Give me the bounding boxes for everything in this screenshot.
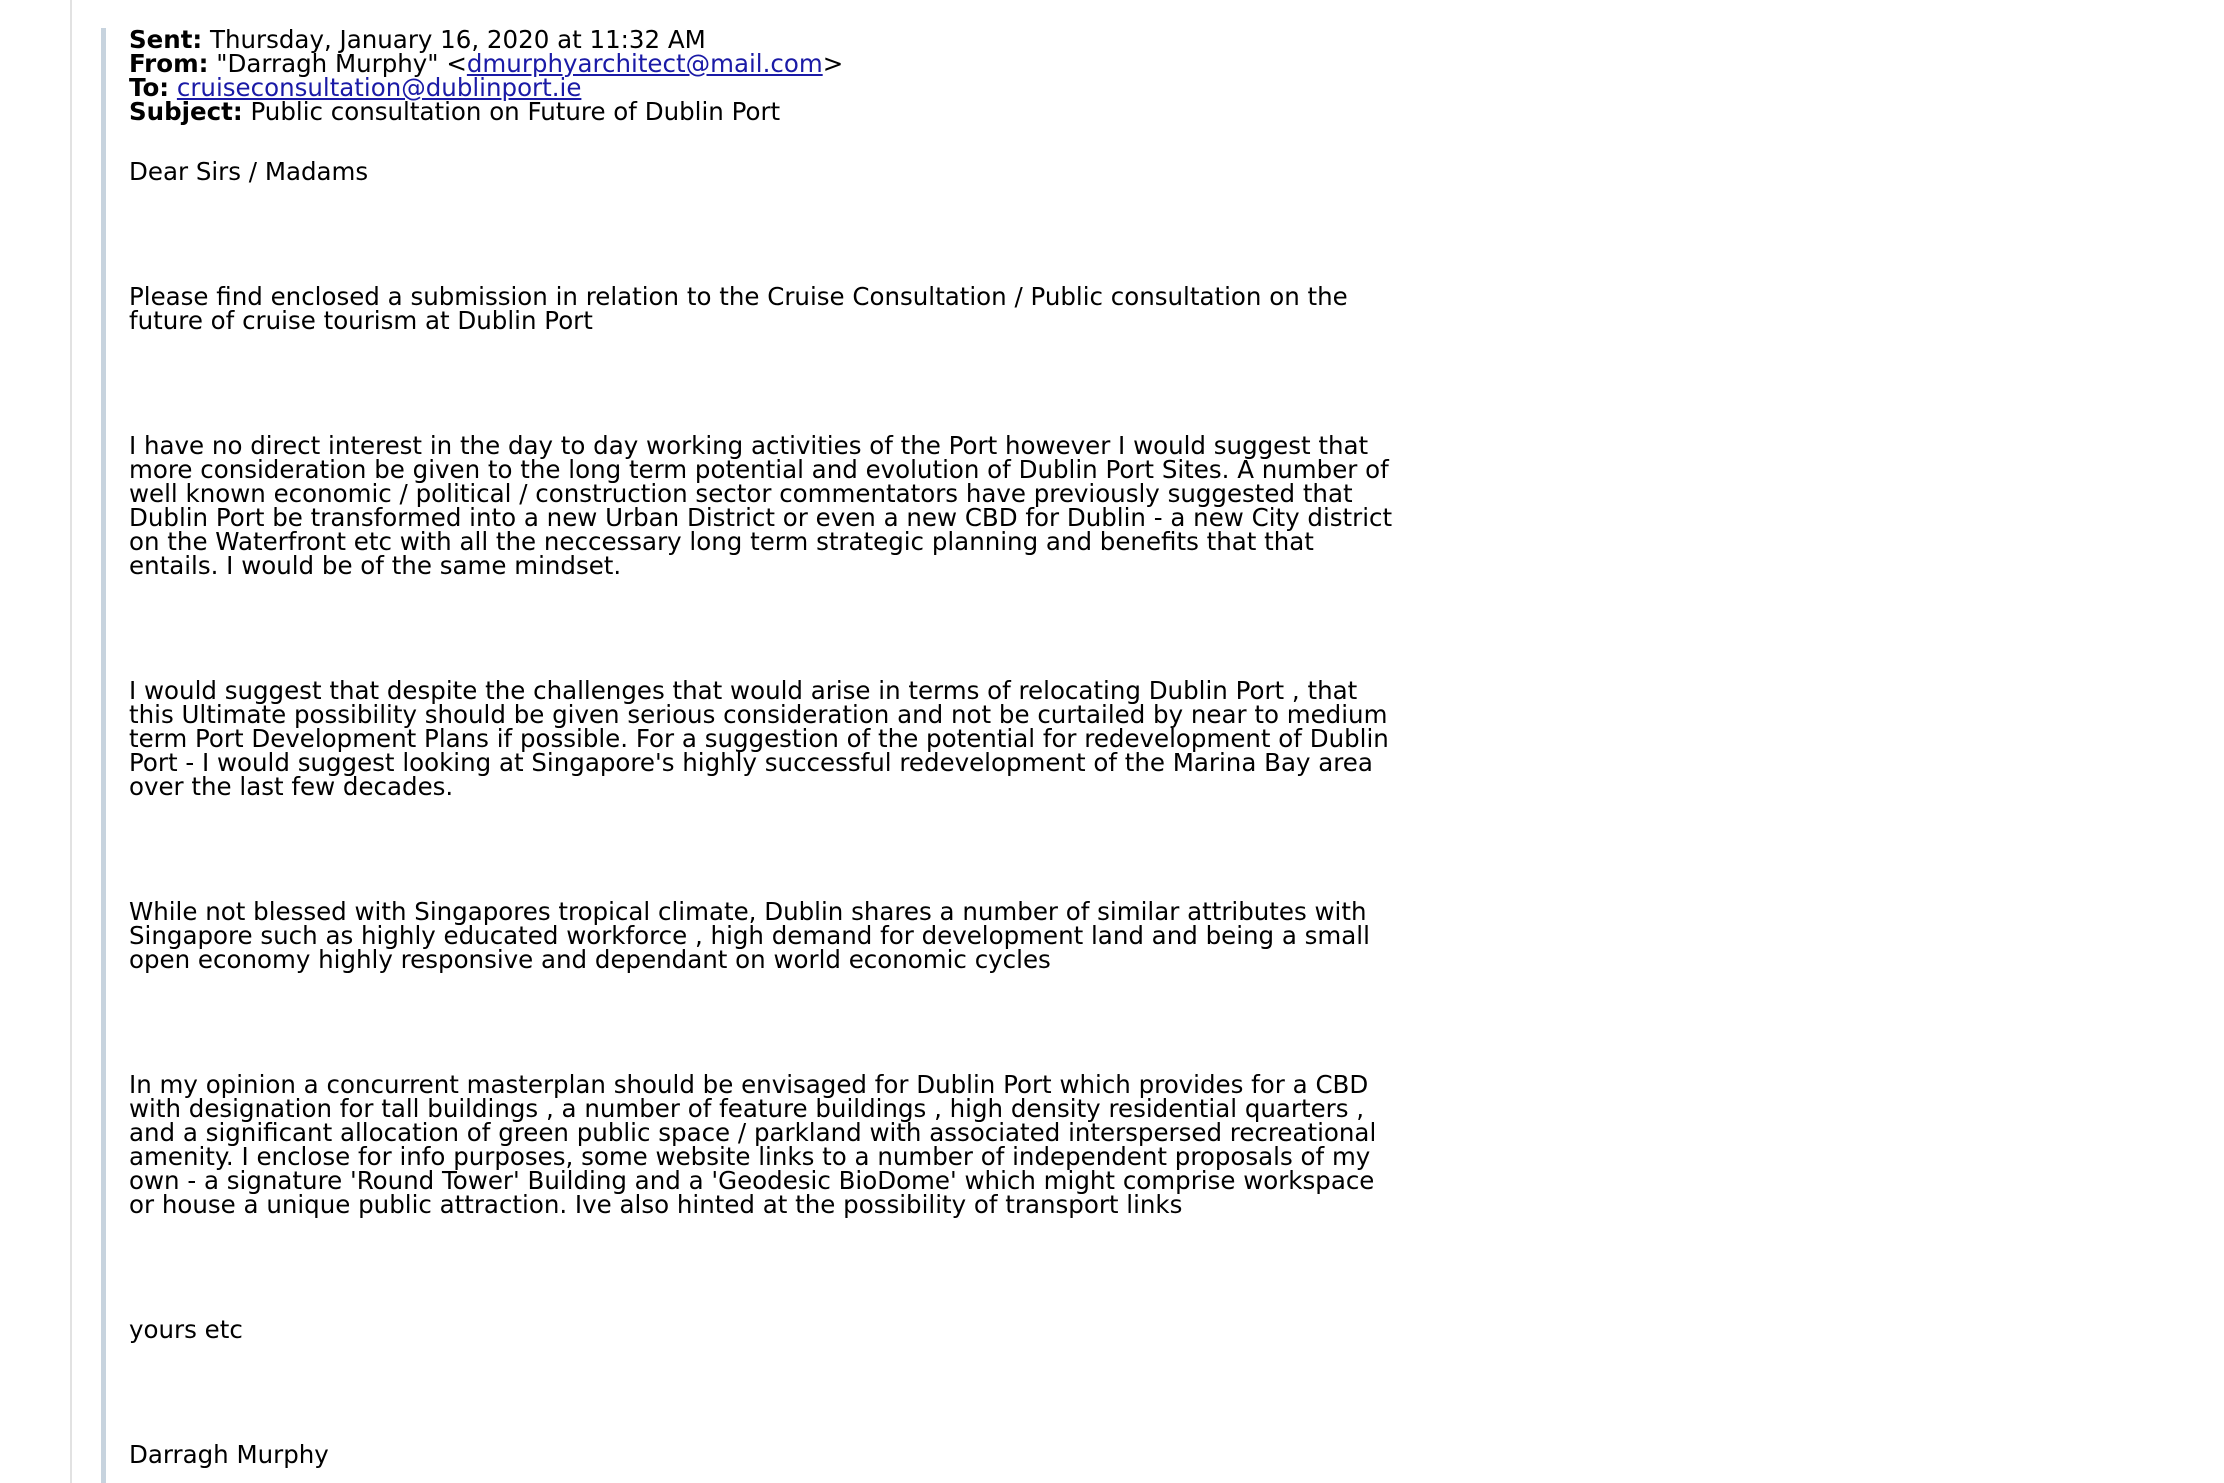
body-paragraph-3: I would suggest that despite the challenges that would arise in terms of relocating Dublin Port , that this Ultimate possibility should be given serious consideration and not be curtailed by near to medium term Port Development Plans if possible. For a suggestion of the potential for redevelopment of Dublin Port - I would suggest looking at Singapore's highly successful redevelopment of the Marina Bay area over the last few decades. [129, 676, 1389, 801]
to-email-link[interactable]: cruiseconsultation@dublinport.ie [176, 73, 582, 102]
from-suffix: > [822, 49, 844, 78]
subject-line [129, 97, 1529, 126]
sent-value: Thursday, January 16, 2020 at 11:32 AM [210, 25, 706, 54]
subject-value: Public consultation on Future of Dublin Port [250, 97, 781, 126]
body-paragraph-1: Please find enclosed a submission in relation to the Cruise Consultation / Public consultation on the future of cruise tourism at Dublin Port [129, 282, 1348, 335]
from-email-link[interactable]: dmurphyarchitect@mail.com [466, 49, 823, 78]
body-paragraph-2: I have no direct interest in the day to day working activities of the Port however I would suggest that more consideration be given to the long term potential and evolution of Dublin Port Sites. A number of well known economic / political / construction sector commentators have previously suggested that Dublin Port be transformed into a new Urban District or even a new CBD for Dublin - a new City district on the Waterfront etc with all the neccessary long term strategic planning and benefits that that entails. I would be of the same mindset. [129, 431, 1393, 580]
from-label: From: [129, 49, 209, 78]
greeting: Dear Sirs / Madams [129, 157, 369, 186]
closing: yours etc [129, 1315, 243, 1344]
body-paragraph-4: While not blessed with Singapores tropical climate, Dublin shares a number of similar attributes with Singapore such as highly educated workforce , high demand for development land and being a small open economy highly responsive and dependant on world economic cycles [129, 897, 1370, 974]
from-name: "Darragh Murphy" < [216, 49, 467, 78]
page-border-rule [70, 0, 72, 1483]
body-paragraph-5: In my opinion a concurrent masterplan should be envisaged for Dublin Port which provides for a CBD with designation for tall buildings , a number of feature buildings , high density residential quarters , and a significant allocation of green public space / parkland with associated interspersed recreational amenity. I enclose for info purposes, some website links to a number of independent proposals of my own - a signature 'Round Tower' Building and a 'Geodesic BioDome' which might comprise workspace or house a unique public attraction. Ive also hinted at the possibility of transport links [129, 1070, 1377, 1219]
subject-label: Subject: [129, 97, 243, 126]
sent-label: Sent: [129, 25, 203, 54]
signature: Darragh Murphy [129, 1440, 329, 1469]
quote-border-rule [101, 28, 106, 1483]
to-label: To: [129, 73, 170, 102]
email-message [129, 25, 1529, 1469]
